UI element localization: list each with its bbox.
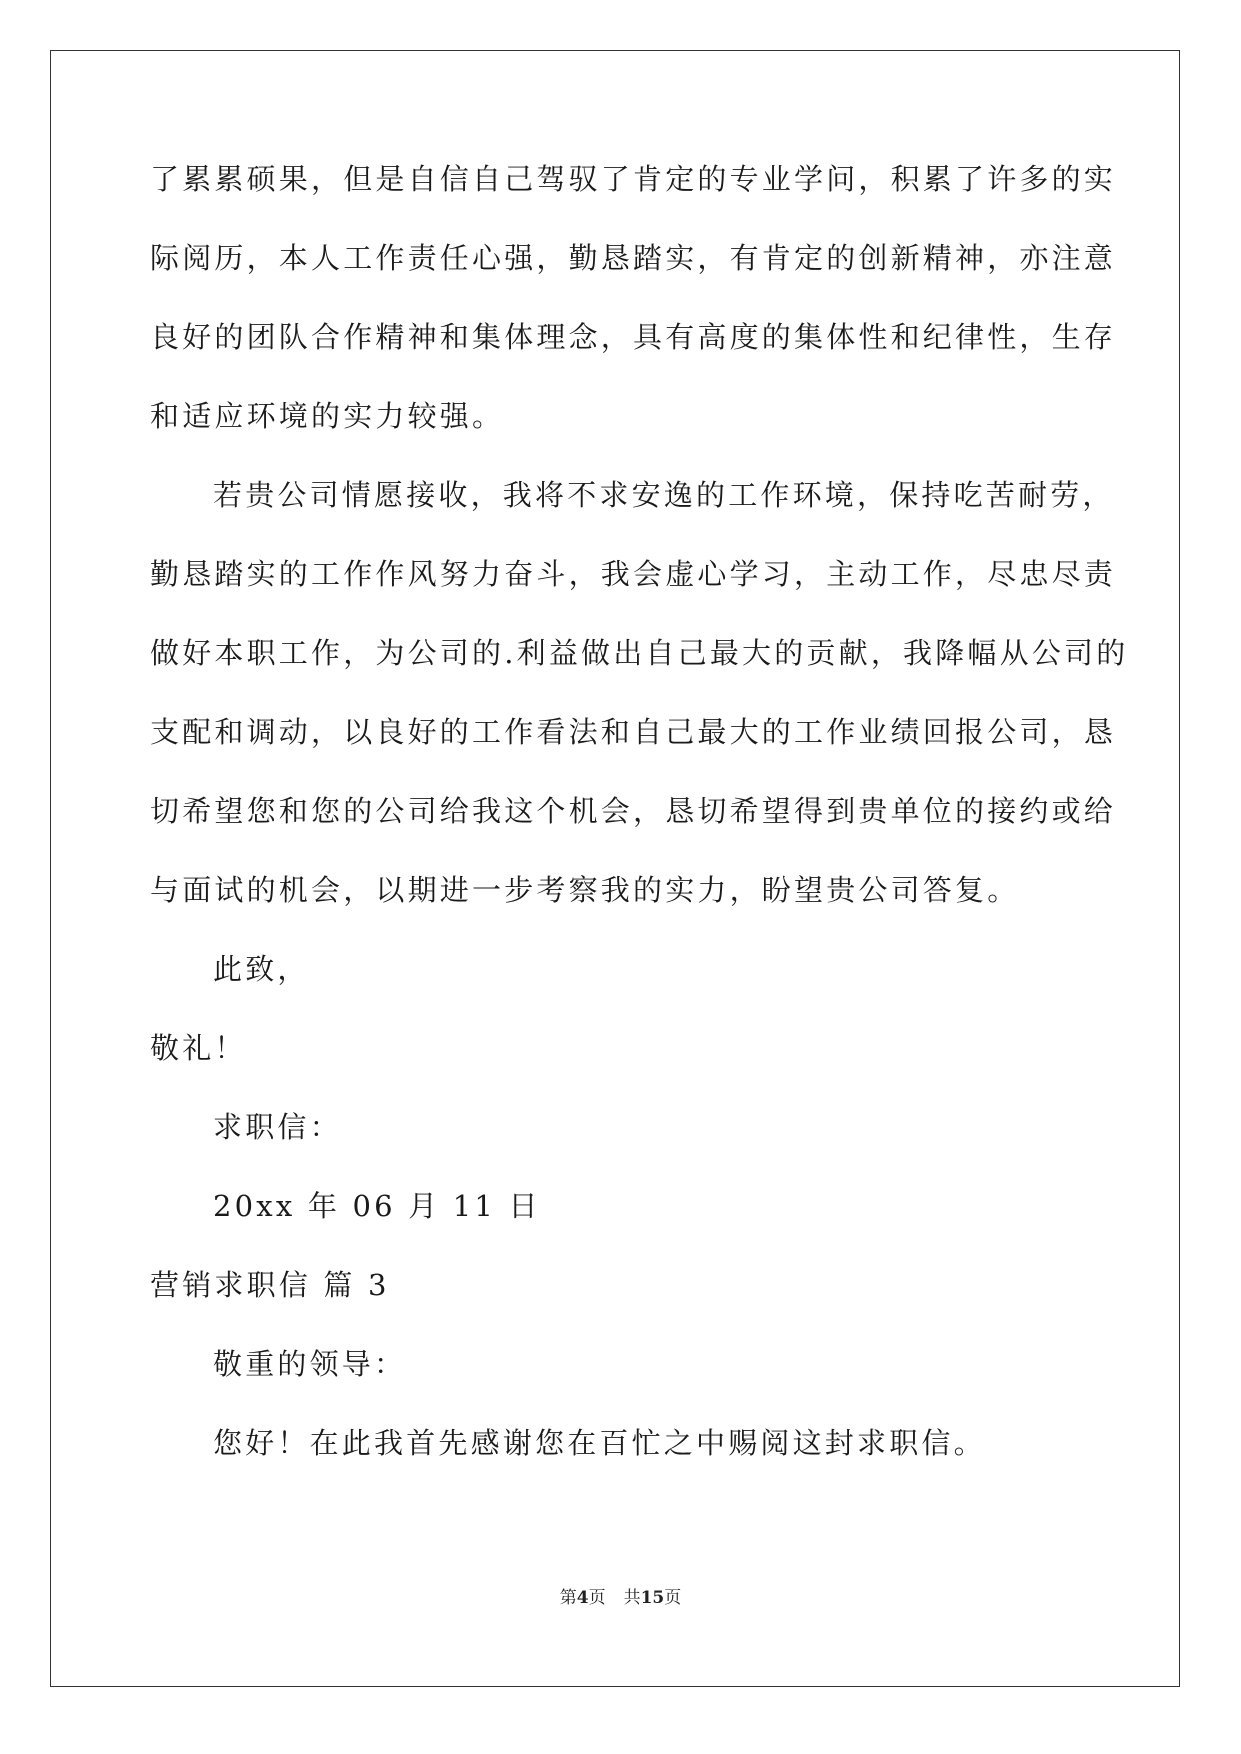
paragraph-line: 支配和调动，以良好的工作看法和自己最大的工作业绩回报公司，恳 [150, 715, 1117, 749]
section-heading: 营销求职信 篇 3 [150, 1268, 390, 1302]
paragraph-line: 良好的团队合作精神和集体理念，具有高度的集体性和纪律性，生存 [150, 320, 1117, 354]
greeting: 敬重的领导： [213, 1347, 407, 1381]
page-prefix: 第 [559, 1588, 577, 1608]
letter-date: 20xx 年 06 月 11 日 [213, 1189, 541, 1223]
page-suffix: 页 [588, 1588, 606, 1608]
document-body [150, 140, 1129, 1483]
page-footer [0, 1583, 1241, 1608]
paragraph-line: 和适应环境的实力较强。 [150, 399, 505, 433]
paragraph-line: 了累累硕果，但是自信自己驾驭了肯定的专业学问，积累了许多的实 [150, 162, 1117, 196]
paragraph-line: 做好本职工作，为公司的.利益做出自己最大的贡献，我降幅从公司的 [150, 636, 1129, 670]
total-prefix: 共 [623, 1588, 641, 1608]
total-pages: 15 [640, 1588, 665, 1608]
paragraph-line: 与面试的机会，以期进一步考察我的实力，盼望贵公司答复。 [150, 873, 1020, 907]
paragraph-line: 若贵公司情愿接收，我将不求安逸的工作环境，保持吃苦耐劳， [213, 478, 1115, 512]
paragraph-line: 切希望您和您的公司给我这个机会，恳切希望得到贵单位的接约或给 [150, 794, 1117, 828]
total-suffix: 页 [664, 1588, 682, 1608]
closing-regards: 敬礼！ [150, 1031, 247, 1065]
paragraph-line: 际阅历，本人工作责任心强，勤恳踏实，有肯定的创新精神，亦注意 [150, 241, 1117, 275]
closing-salutation: 此致， [213, 952, 310, 986]
page-number: 4 [576, 1588, 589, 1608]
paragraph-line: 勤恳踏实的工作作风努力奋斗，我会虚心学习，主动工作，尽忠尽责 [150, 557, 1117, 591]
signature-label: 求职信： [213, 1110, 342, 1144]
paragraph-line: 您好！在此我首先感谢您在百忙之中赐阅这封求职信。 [213, 1426, 986, 1460]
